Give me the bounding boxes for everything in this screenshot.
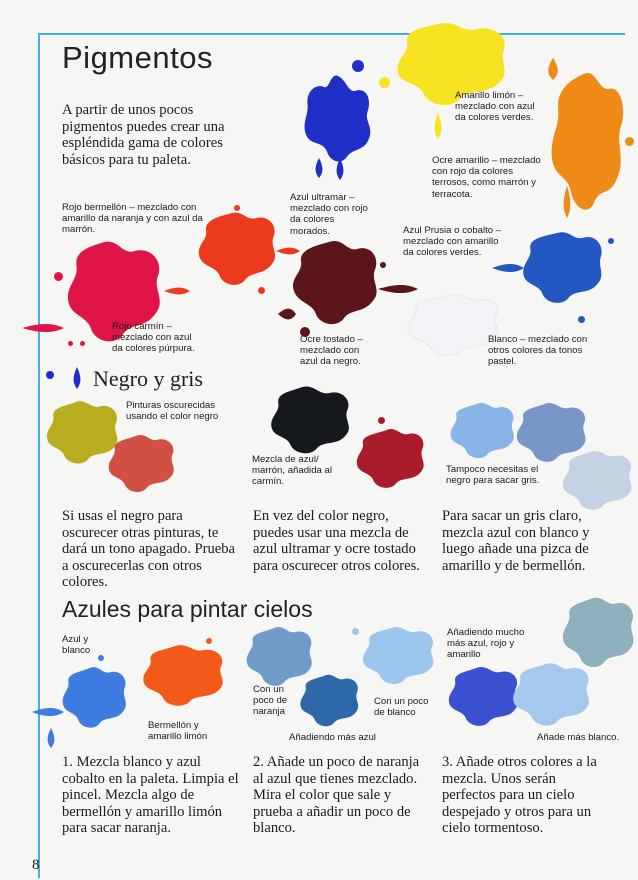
- paint-drop: [355, 135, 363, 143]
- ocre-amarillo-splash: [547, 68, 627, 216]
- negro-text-col3: Para sacar un gris claro, mezcla azul con blanco y luego añade una pizca de amarillo y de bermellón.: [442, 508, 590, 574]
- paint-drop: [80, 341, 85, 346]
- grey-blue-splash: [448, 400, 518, 462]
- caption-azul-blanco: Azul y blanco: [62, 634, 91, 657]
- caption-con-naranja: Con un poco de naranja: [253, 684, 288, 718]
- paint-drip: [278, 306, 296, 322]
- paint-drop: [54, 272, 63, 281]
- paint-drip: [546, 58, 560, 80]
- caption-pinturas-oscurecidas: Pinturas oscurecidas usando el color negro: [126, 400, 219, 423]
- azules-step1: 1. Mezcla blanco y azul cobalto en la paleta. Limpia el pincel. Mezcla algo de bermellón y amarillo limón para sacar naranja.: [62, 754, 239, 837]
- caption-rojo-carmin: Rojo carmín – mezclado con azul da colores púrpura.: [112, 321, 195, 355]
- paint-drip: [562, 186, 572, 218]
- caption-azul-ultramar: Azul ultramar – mezclado con rojo da colores morados.: [290, 192, 368, 237]
- negro-text-col2: En vez del color negro, puedes usar una mezcla de azul ultramar y ocre tostado para oscurecer otros colores.: [253, 508, 420, 574]
- page-number: 8: [32, 857, 40, 873]
- paint-drop: [379, 77, 390, 88]
- paint-drip: [46, 728, 56, 748]
- caption-mas-azul: Añadiendo más azul: [289, 732, 376, 743]
- negro-splash: [268, 384, 354, 458]
- caption-con-blanco: Con un poco de blanco: [374, 696, 429, 719]
- caption-mucho-mas-azul: Añadiendo mucho más azul, rojo y amarillo: [447, 627, 525, 661]
- caption-rojo-bermellon: Rojo bermellón – mezclado con amarillo da naranja y con azul da marrón.: [62, 202, 203, 236]
- paint-drip: [22, 322, 64, 334]
- paint-drip: [492, 262, 524, 274]
- caption-bermellon-amarillo: Bermellón y amarillo limón: [148, 720, 208, 743]
- paint-drip: [32, 706, 64, 718]
- section-heading-negro-y-gris: Negro y gris: [93, 366, 203, 391]
- burgundy-splash: [354, 426, 428, 492]
- caption-tampoco-negro: Tampoco necesitas el negro para sacar gris.: [446, 464, 540, 487]
- brick-splash: [106, 432, 178, 496]
- azules-step3: 3. Añade otros colores a la mezcla. Unos serán perfectos para un cielo despejado y otros para un cielo tormentoso.: [442, 754, 597, 837]
- intro-text: A partir de unos pocos pigmentos puedes crear una espléndida gama de colores básicos para tu paleta.: [62, 102, 225, 168]
- pale-grey-splash: [560, 448, 636, 514]
- paint-drop: [234, 205, 240, 211]
- page-title: Pigmentos: [62, 40, 213, 75]
- paint-drop: [578, 316, 585, 323]
- steel-splash: [298, 672, 362, 730]
- paint-drip: [72, 367, 82, 389]
- paint-drop: [625, 137, 634, 146]
- paint-drip: [335, 158, 345, 180]
- caption-azul-prusia: Azul Prusia o cobalto – mezclado con amarillo da colores verdes.: [403, 225, 502, 259]
- paint-drop: [206, 638, 212, 644]
- azules-step2: 2. Añade un poco de naranja al azul que tienes mezclado. Mira el color que sale y prueba a añadir un poco de blanco.: [253, 754, 420, 837]
- paint-drop: [46, 371, 54, 379]
- caption-blanco: Blanco – mezclado con otros colores da tonos pastel.: [488, 334, 588, 368]
- azul-prusia-splash: [520, 228, 606, 308]
- caption-amarillo-limon: Amarillo limón – mezclado con azul da colores verdes.: [455, 90, 535, 124]
- cobalt-splash: [60, 664, 130, 732]
- caption-ocre-tostado: Ocre tostado – mezclado con azul da negro.: [300, 334, 363, 368]
- ocre-tostado-splash: [290, 238, 382, 328]
- paint-drop: [378, 417, 385, 424]
- sky-light-splash: [360, 624, 438, 688]
- section-heading-azules: Azules para pintar cielos: [62, 596, 313, 622]
- grey-teal-splash: [560, 594, 638, 672]
- azul-ultramar-splash: [300, 70, 375, 165]
- paint-drop: [258, 287, 265, 294]
- negro-text-col1: Si usas el negro para oscurecer otras pinturas, te dará un tono apagado. Prueba a oscurecerlas con otros colores.: [62, 508, 236, 591]
- paint-drip: [164, 286, 190, 296]
- orange-splash: [140, 642, 228, 710]
- paint-drop: [608, 238, 614, 244]
- paint-drop: [352, 628, 359, 635]
- paint-drop: [352, 60, 364, 72]
- paint-drip: [433, 113, 443, 139]
- caption-mezcla-azul-marron: Mezcla de azul/ marrón, añadida al carmín.: [252, 454, 332, 488]
- paint-drop: [68, 341, 73, 346]
- caption-mas-blanco: Añade más blanco.: [537, 732, 620, 743]
- paint-drop: [380, 262, 386, 268]
- caption-ocre-amarillo: Ocre amarillo – mezclado con rojo da colores terrosos, como marrón y terracota.: [432, 155, 541, 200]
- paint-drip: [314, 158, 324, 178]
